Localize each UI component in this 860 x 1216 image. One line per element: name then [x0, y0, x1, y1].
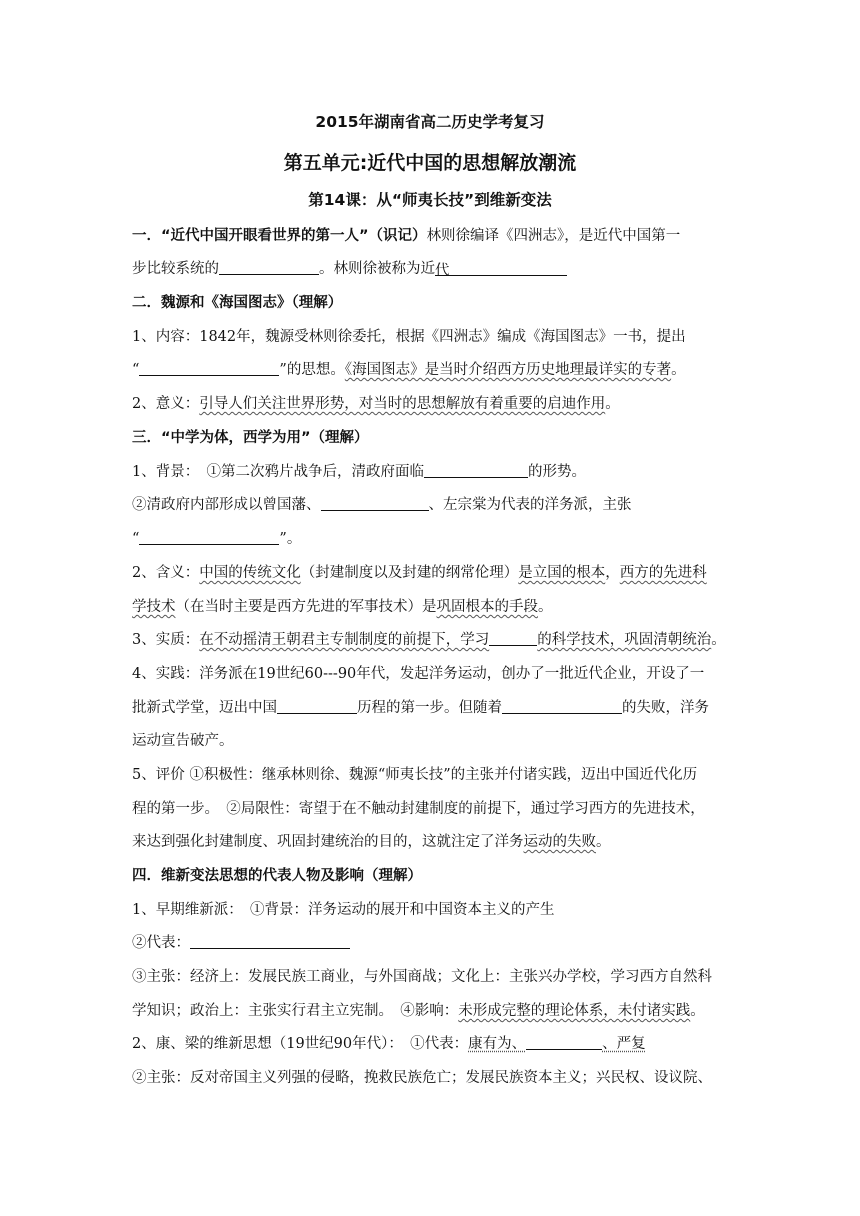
section-3-evaluation-3: 来达到强化封建制度、巩固封建统治的目的，这就注定了洋务运动的失败。 [132, 834, 611, 850]
unit-title: 第五单元:近代中国的思想解放潮流 [283, 152, 577, 174]
blank-with-text[interactable]: 代 [435, 261, 567, 276]
blank[interactable] [277, 699, 357, 714]
section-4-heading: 四．维新变法思想的代表人物及影响（理解） [132, 868, 422, 884]
blank[interactable] [190, 934, 350, 949]
section-1-line-1: 一．“近代中国开眼看世界的第一人”（识记）林则徐编译《四洲志》，是近代中国第一 [132, 228, 681, 244]
section-2-line-2: “ ”的思想。《海国图志》是当时介绍西方历史地理最详实的专著。 [132, 362, 686, 378]
document-title: 2015年湖南省高二历史学考复习 [315, 113, 545, 131]
section-3-practice-2: 批新式学堂，迈出中国 历程的第一步。但随着 的失败，洋务 [132, 700, 709, 716]
section-3-background: 1、背景： ①第二次鸦片战争后，清政府面临 的形势。 [132, 464, 586, 480]
section-3-line-2: ②清政府内部形成以曾国藩、 、左宗棠为代表的洋务派，主张 [132, 497, 632, 513]
section-2-line-3: 2、意义：引导人们关注世界形势，对当时的思想解放有着重要的启迪作用。 [132, 396, 620, 412]
blank[interactable] [321, 496, 429, 511]
section-3-heading: 三．“中学为体，西学为用”（理解） [132, 430, 369, 446]
section-3-essence: 3、实质：在不动摇清王朝君主专制制度的前提下，学习 的科学技术，巩固清朝统治。 [132, 632, 726, 648]
section-3-practice-3: 运动宣告破产。 [132, 733, 234, 749]
blank[interactable] [139, 361, 279, 376]
section-2-line-1: 1、内容：1842年，魏源受林则徐委托，根据《四洲志》编成《海国图志》一书，提出 [132, 329, 686, 345]
section-2-heading: 二．魏源和《海国图志》（理解） [132, 295, 343, 311]
section-1-line-2: 步比较系统的 。林则徐被称为近代 [132, 259, 732, 279]
blank[interactable] [424, 463, 528, 478]
blank[interactable] [502, 699, 622, 714]
section-3-evaluation-1: 5、评价 ①积极性：继承林则徐、魏源“师夷长技”的主张并付诸实践，迈出中国近代化历 [132, 767, 698, 783]
section-3-evaluation-2: 程的第一步。 ②局限性：寄望于在不触动封建制度的前提下，通过学习西方的先进技术， [132, 801, 705, 817]
blank[interactable] [219, 260, 319, 275]
section-4-early-reformers: 1、早期维新派： ①背景：洋务运动的展开和中国资本主义的产生 [132, 902, 555, 918]
blank[interactable] [526, 1035, 602, 1050]
section-4-claims-1: ③主张：经济上：发展民族工商业，与外国商战；文化上：主张兴办学校，学习西方自然科 [132, 969, 712, 985]
section-4-representatives: ②代表： [132, 933, 732, 953]
section-3-practice-1: 4、实践：洋务派在19世纪60---90年代，发起洋务运动，创办了一批近代企业，开设了一 [132, 666, 705, 682]
section-3-meaning-1: 2、含义：中国的传统文化（封建制度以及封建的纲常伦理）是立国的根本，西方的先进科 [132, 565, 707, 581]
section-4-claims-2: 学知识；政治上：主张实行君主立宪制。 ④影响：未形成完整的理论体系，未付诸实践。 [132, 1003, 705, 1019]
section-3-line-3: “ ”。 [132, 531, 302, 547]
section-1-heading: 一．“近代中国开眼看世界的第一人”（识记） [132, 228, 427, 244]
section-3-meaning-2: 学技术（在当时主要是西方先进的军事技术）是巩固根本的手段。 [132, 599, 553, 615]
blank[interactable] [139, 530, 279, 545]
section-4-kang-liang: 2、康、梁的维新思想（19世纪90年代）： ①代表：康有为、 、严复 [132, 1036, 646, 1052]
blank[interactable] [489, 631, 537, 646]
lesson-title: 第14课：从“师夷长技”到维新变法 [308, 191, 552, 209]
section-4-claims-3: ②主张：反对帝国主义列强的侵略，挽救民族危亡；发展民族资本主义；兴民权、设议院、 [132, 1070, 712, 1086]
